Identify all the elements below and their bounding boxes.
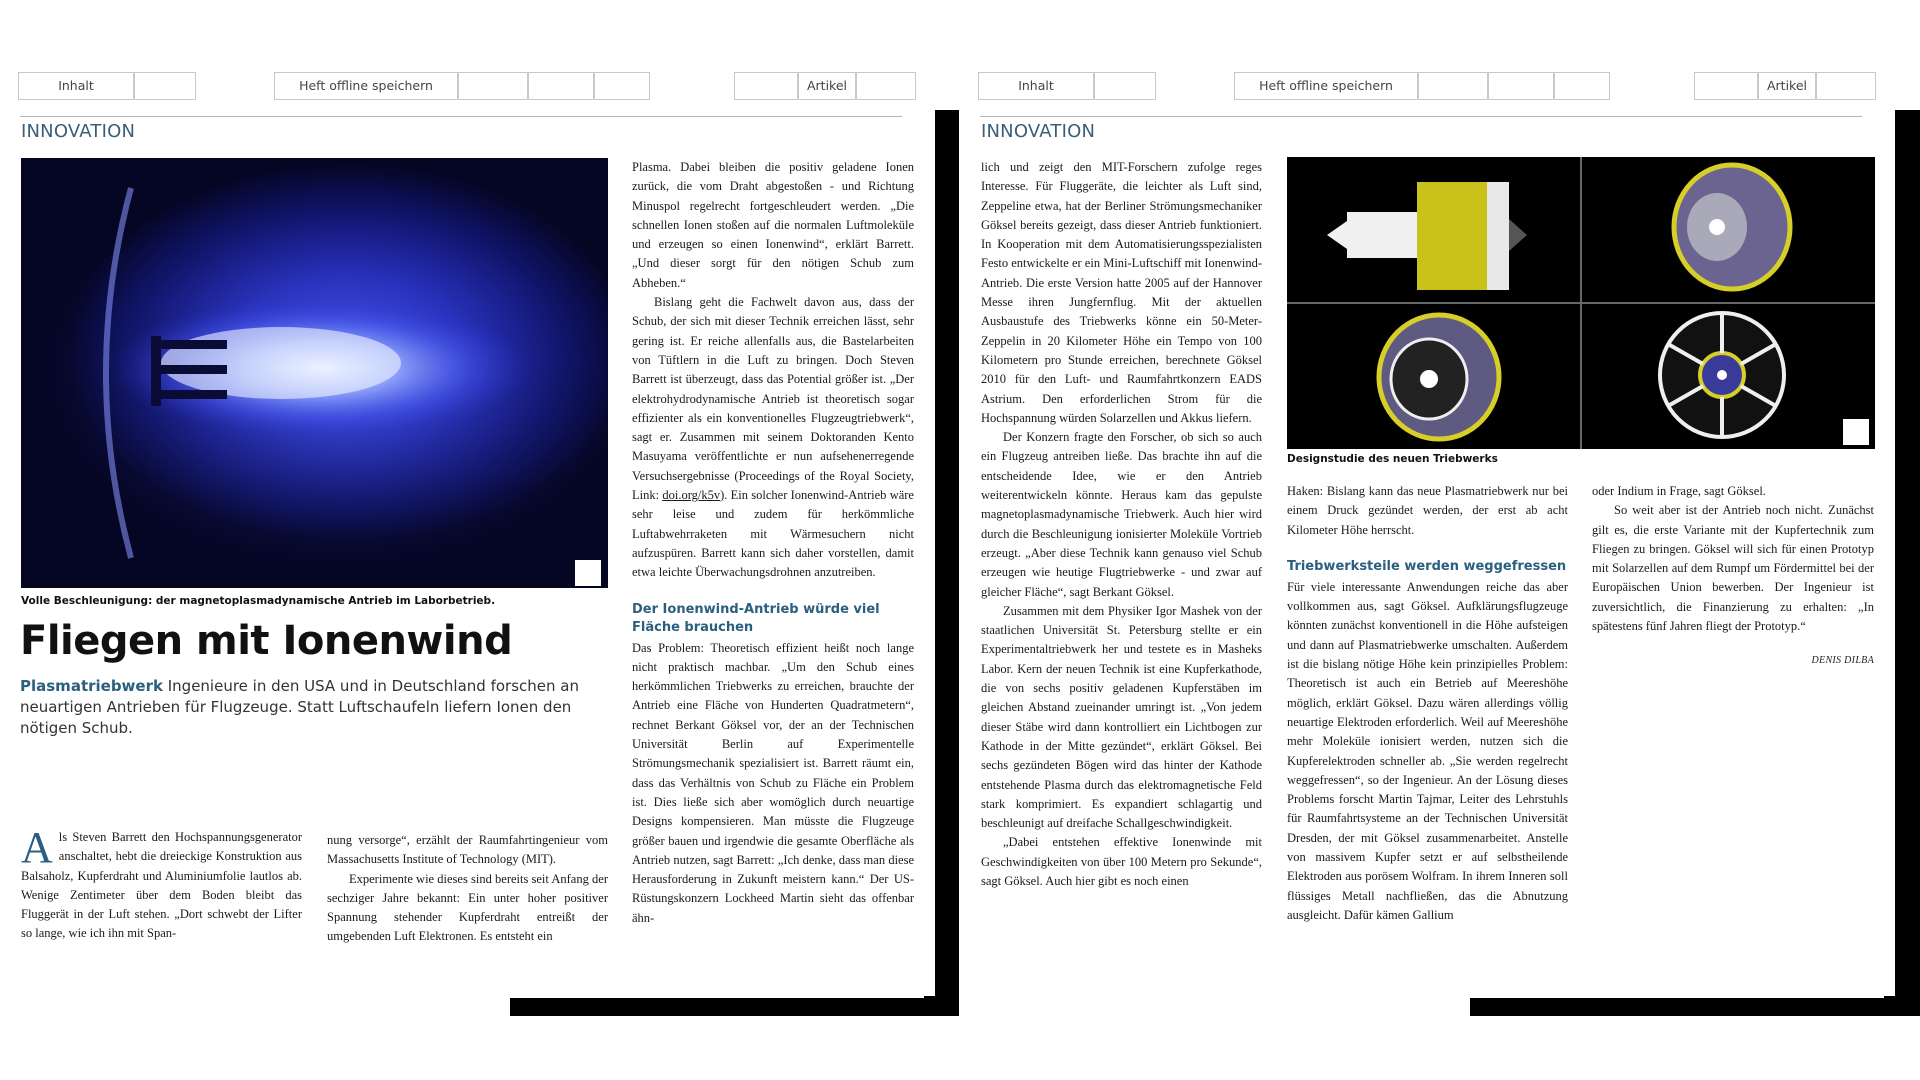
paragraph: Für viele interessante Anwendungen reiche das aber vollkommen aus, sagt Göksel. Aufklärungsflugzeuge könnten zunächst konventionell in die Höhe aufsteigen und dann auf Plasmatriebwerke umschalten. Außerdem ist die bislang nötige Höhe kein prinzipielles Problem: Theoretisch ist auch ein Betrieb auf Meereshöhe möglich, erklärt Göksel. Dazu wären allerdings völlig neuartige Elektroden erforderlich. Weil auf Meereshöhe mehr Moleküle ionisiert werden, nutzen sich die Kupferelektroden schneller ab. „Sie werden regelrecht weggefressen“, so der Ingenieur. An der Lösung dieses Problems forscht Martin Tajmar, Leiter des Lehrstuhls für Raumfahrtsysteme an der Technischen Universität Dresden, der mit Göksel zusammenarbeitet. Anstelle von massivem Kupfer setzt er auf selbstheilende Elektroden aus porösem Wolfram. In ihrem Inneren soll flüssiges Metall nachfließen, das die Abnutzung ausgleicht. Dafür kämen Gallium: [1287, 579, 1568, 922]
plasma-photo: [21, 158, 608, 588]
article-button[interactable]: Artikel: [798, 72, 856, 100]
paragraph: oder Indium in Frage, sagt Göksel.: [1592, 484, 1766, 498]
paragraph: ). Ein solcher Ionenwind-Antrieb wäre sehr leise und zudem für herkömmliche Luftabwehrraketen mit Wärmesuchern nicht aufzuspüren. Barrett kann sich daher vorstellen, damit etwa leichte Überwachungsdrohnen anzutreiben.: [632, 488, 914, 580]
section-label: INNOVATION: [21, 121, 136, 142]
toolbar-blank-button[interactable]: [1816, 72, 1876, 100]
photo-corner-mark: [575, 560, 601, 586]
text-column-3: [632, 158, 914, 998]
lede-kicker: Plasmatriebwerk: [20, 677, 163, 695]
magazine-page-left: [0, 64, 924, 998]
engine-renders: [1287, 157, 1875, 449]
toolbar-blank-button[interactable]: [458, 72, 528, 100]
plasma-illustration: [21, 158, 608, 588]
paragraph: Das Problem: Theoretisch effizient heißt noch lange nicht praktisch machbar. „Um den Schub eines herkömmlichen Triebwerks zu erreichen, brauchte der Antrieb eine Fläche von Hunderten Quadratmetern“, rechnet Berkant Göksel vor, der an der Technischen Universität Berlin auf Experimentelle Strömungsmechanik spezialisiert ist. Barrett räumt ein, dass das Verhältnis von Schub zu Fläche ein Problem ist. Dies ließe sich aber womöglich durch neuartige Designs kompensieren. Man müsste die Flugzeuge größer bauen und irgendwie die gesamte Oberfläche als Antrieb nutzen, sagt Barrett: „Ich denke, dass man diese Herausforderung in Zukunft meistern kann.“ Der US-Rüstungskonzern Lockheed Martin sieht das offenbar ähn-: [632, 640, 914, 925]
subheading: Der Ionenwind-Antrieb würde viel Fläche brauchen: [632, 601, 880, 635]
toolbar-blank-button[interactable]: [856, 72, 916, 100]
magazine-page-right: [960, 64, 1884, 998]
toolbar-blank-button[interactable]: [1418, 72, 1488, 100]
paragraph: lich und zeigt den MIT-Forschern zufolge reges Interesse. Für Fluggeräte, die leichter als Luft sind, Zeppeline etwa, hat der Berliner Strömungsmechaniker Göksel bereits gezeigt, dass dieser Antrieb funktioniert. In Kooperation mit dem Automatisierungsspezialisten Festo entwickelte er ein Mini-Luftschiff mit Ionenwind-Antrieb. Die erste Version hatte 2005 auf der Hannover Messe ihren Jungfernflug. Mit der aktuellen Ausbaustufe des Triebwerks könne ein 50-Meter-Zeppelin in 20 Kilometer Höhe ein Tempo von 100 Kilometern pro Stunde erreichen, berechnete Göksel 2010 für den Luft- und Raumfahrtkonzern EADS Astrium. Den erforderlichen Strom für die Hochspannung würden Solarzellen und Akkus liefern.: [981, 160, 1262, 425]
paragraph: Bislang geht die Fachwelt davon aus, dass der Schub, der sich mit dieser Technik erreichen lässt, sehr gering ist. Er reiche allenfalls aus, die Bastelarbeiten von Tüftlern in die Luft zu bringen. Doch Steven Barrett ist überzeugt, dass das Potential größer ist. „Der elektrohydrodynamische Antrieb ist theoretisch sogar effizienter als ein konventionelles Flugzeugtriebwerk“, sagt er. Zusammen mit seinem Doktoranden Kento Masuyama veröffentlichte er nun aufsehenerregende Versuchsergebnisse (Proceedings of the Royal Society, Link:: [632, 295, 914, 503]
text-column-1: [21, 828, 302, 998]
toolbar-blank-button[interactable]: [1094, 72, 1156, 100]
toolbar-blank-button[interactable]: [134, 72, 196, 100]
paragraph: ls Steven Barrett den Hochspannungsgenerator anschaltet, hebt die dreieckige Konstruktion aus Balsaholz, Kupferdraht und Aluminiumfolie lautlos ab. Wenige Zentimeter über dem Boden bleibt das Fluggerät in der Luft stehen. „Dort schwebt der Lifter so lange, wie ich ihn mit Span-: [21, 830, 302, 941]
page-shadow-right-bottom: [1470, 996, 1920, 1016]
paragraph: Der Konzern fragte den Forscher, ob sich so auch ein Flugzeug antreiben ließe. Das brachte ihn auf die entscheidende Idee, wie er den Antrieb weiterentwickeln könnte. Heraus kam das gepulste magnetoplasmadynamische Triebwerk. Auch hier wird durch die Beschleunigung ionisierter Moleküle Vortrieb erzeugt. „Aber diese Technik kann genauso viel Schub erzeugen wie heutige Flugtriebwerke - und zwar auf gleicher Fläche“, sagt Berkant Göksel.: [981, 430, 1262, 599]
page-shadow-left-bottom: [510, 996, 959, 1016]
save-offline-button[interactable]: Heft offline speichern: [274, 72, 458, 100]
contents-button[interactable]: Inhalt: [978, 72, 1094, 100]
image-caption: Volle Beschleunigung: der magnetoplasmadynamische Antrieb im Laborbetrieb.: [21, 595, 496, 607]
page-shadow-right: [1895, 110, 1920, 1016]
paragraph: Haken: Bislang kann das neue Plasmatriebwerk nur bei einem Druck gezündet werden, der erst ab acht Kilometer Höhe herrscht.: [1287, 484, 1568, 537]
reader-toolbar: [18, 72, 916, 100]
reader-toolbar: [978, 72, 1876, 100]
photo-corner-mark: [1843, 419, 1869, 445]
toolbar-blank-button[interactable]: [528, 72, 594, 100]
toolbar-blank-button[interactable]: [1554, 72, 1610, 100]
toolbar-blank-button[interactable]: [1488, 72, 1554, 100]
paragraph: Experimente wie dieses sind bereits seit Anfang der sechziger Jahre bekannt: Ein unter hoher positiver Spannung stehender Kupferdraht entreißt der umgebenden Luft Elektronen. Es entsteht ein: [327, 871, 608, 944]
engine-design-image: [1287, 157, 1875, 449]
text-column-1: [981, 158, 1262, 998]
toolbar-blank-button[interactable]: [734, 72, 798, 100]
article-button[interactable]: Artikel: [1758, 72, 1816, 100]
contents-button[interactable]: Inhalt: [18, 72, 134, 100]
text-column-3: [1592, 482, 1874, 742]
paragraph: Zusammen mit dem Physiker Igor Mashek von der staatlichen Universität St. Petersburg stellte er ein Experimentaltriebwerk her und testete es in Masheks Labor. Kern der neuen Technik ist eine Kupferkathode, die von sechs positiv geladenen Kupferstäben im gleichen Abstand zueinander umringt ist. „Von jedem dieser Stäbe wird dann kontrolliert ein Lichtbogen zur Kathode in der Mitte gezündet“, erklärt Göksel. Bei sechs gezündeten Bögen wird das hinter der Kathode entstehende Plasma durch das elektromagnetische Feld stark komprimiert. Es expandiert schlagartig und beschleunigt auf dreifache Schallgeschwindigkeit.: [981, 603, 1262, 831]
article-lede: [20, 676, 580, 739]
paragraph: Plasma. Dabei bleiben die positiv geladene Ionen zurück, die vom Draht abgestoßen - und Richtung Minuspol regelrecht fortgeschleudert werden. „Die schnellen Ionen stoßen auf die normalen Luftmoleküle und erzeugen so einen Ionenwind“, erklärt Barrett. „Und dieser sorgt für den nötigen Schub zum Abheben.“: [632, 160, 914, 290]
paragraph: nung versorge“, erzählt der Raumfahrtingenieur vom Massachusetts Institute of Technology (MIT).: [327, 833, 608, 867]
toolbar-blank-button[interactable]: [594, 72, 650, 100]
subheading: Triebwerksteile werden weggefressen: [1287, 558, 1567, 574]
author-byline: DENIS DILBA: [1811, 655, 1874, 666]
page-shadow-left: [935, 110, 959, 1016]
save-offline-button[interactable]: Heft offline speichern: [1234, 72, 1418, 100]
lede-text: Ingenieure in den USA und in Deutschland forschen an neuartigen Antrieben für Flugzeuge. Statt Luftschaufeln liefern Ionen den nötigen Schub.: [20, 677, 579, 737]
paragraph: So weit aber ist der Antrieb noch nicht. Zunächst gilt es, die erste Variante mit der Kupfertechnik zum Fliegen zu bringen. Göksel will sich für einen Prototyp mit Solarzellen auf dem Rumpf um Fördermittel bei der Europäischen Union bewerben. Der Ingenieur ist zuversichtlich, die Finanzierung zu erhalten: „In spätestens fünf Jahren fliegt der Prototyp.“: [1592, 503, 1874, 634]
article-headline: Fliegen mit Ionenwind: [20, 618, 513, 664]
header-rule: [20, 116, 902, 117]
header-rule: [980, 116, 1862, 117]
text-column-2: [1287, 482, 1568, 998]
drop-cap: A: [21, 828, 53, 872]
section-label: INNOVATION: [981, 121, 1096, 142]
doi-link[interactable]: doi.org/k5v: [662, 488, 721, 503]
image-caption: Designstudie des neuen Triebwerks: [1287, 453, 1498, 465]
paragraph: „Dabei entstehen effektive Ionenwinde mit Geschwindigkeiten von über 100 Metern pro Sekunde“, sagt Göksel. Auch hier gibt es noch einen: [981, 835, 1262, 888]
text-column-2: [327, 831, 608, 998]
toolbar-blank-button[interactable]: [1694, 72, 1758, 100]
